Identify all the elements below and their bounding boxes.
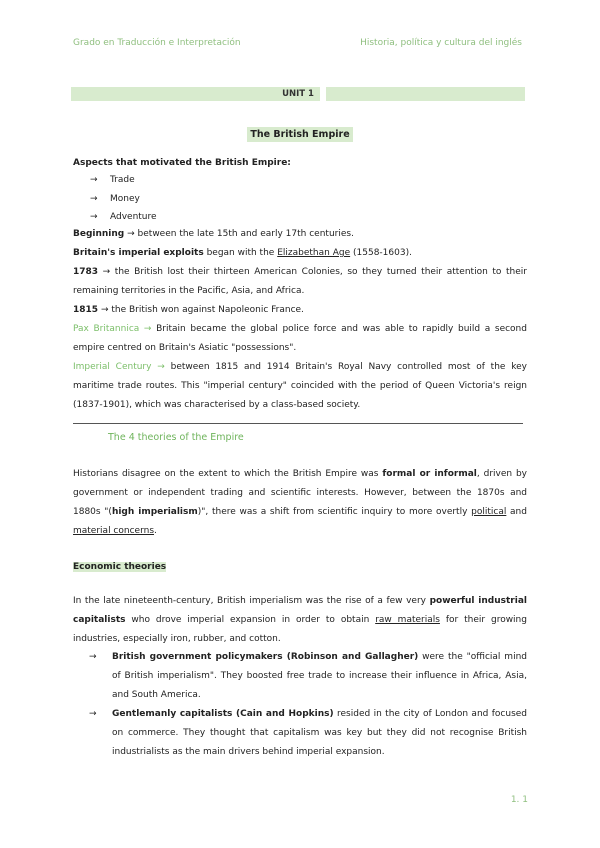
fact-text: between the late 15th and early 17th centuries. bbox=[137, 229, 354, 239]
fact-beginning bbox=[73, 225, 527, 244]
fact-label: Pax Britannica bbox=[73, 324, 140, 334]
economic-heading: Economic theories bbox=[73, 562, 167, 572]
underlined-text: raw materials bbox=[375, 615, 440, 625]
fact-years: (1558-1603). bbox=[353, 248, 412, 258]
fact-pax bbox=[73, 320, 527, 358]
fact-text: Britain became the global police force and was able to rapidly build a second empire centred on Britain's Asiatic "possessions". bbox=[73, 324, 527, 353]
arrow-icon: → bbox=[90, 175, 98, 185]
aspect-money: Money bbox=[110, 193, 140, 204]
aspect-trade: Trade bbox=[110, 175, 135, 185]
text: )", there was a shift from scientific inquiry to more overtly bbox=[197, 507, 468, 517]
economic-heading-wrap bbox=[73, 558, 527, 577]
bold-text: high imperialism bbox=[111, 507, 198, 517]
bold-text: British government policymakers (Robinson and Gallagher) bbox=[112, 652, 419, 662]
header-right: Historia, política y cultura del inglés bbox=[360, 38, 522, 48]
arrow-icon: → bbox=[89, 709, 97, 719]
fact-label: 1783 bbox=[73, 267, 99, 277]
text: resided in the city of London and focused on commerce. They thought that capitalism was key but they did not recognise British industrialists as the main drivers behind imperial expansion. bbox=[112, 709, 528, 757]
fact-label: 1815 bbox=[73, 305, 99, 315]
economic-bullet-2 bbox=[112, 705, 527, 762]
fact-imperial bbox=[73, 358, 527, 415]
theories-paragraph bbox=[73, 465, 527, 541]
bold-text: formal or informal bbox=[382, 469, 477, 479]
underlined-text: material concerns bbox=[73, 526, 155, 536]
list-item bbox=[90, 190, 157, 209]
text: Historians disagree on the extent to which the British Empire was bbox=[73, 469, 379, 479]
arrow-icon: → bbox=[157, 362, 165, 372]
facts-section bbox=[73, 225, 527, 415]
fact-text: the British won against Napoleonic France. bbox=[111, 305, 304, 315]
underlined-text: political bbox=[471, 507, 507, 517]
text: for their growing industries, especially iron, rubber, and cotton. bbox=[73, 615, 527, 644]
arrow-icon: → bbox=[90, 212, 98, 222]
text: who drove imperial expansion in order to obtain bbox=[131, 615, 370, 625]
economic-paragraph bbox=[73, 592, 527, 649]
fact-1783 bbox=[73, 263, 527, 301]
bold-text: powerful industrial capitalists bbox=[73, 596, 527, 625]
text: , driven by government or independent trading and scientific interests. However, between the 1870s and 1880s "( bbox=[73, 469, 527, 517]
theories-heading: The 4 theories of the Empire bbox=[108, 432, 244, 443]
arrow-icon: → bbox=[143, 324, 152, 334]
fact-label: Britain's imperial exploits bbox=[73, 248, 204, 258]
fact-label: Beginning bbox=[73, 229, 125, 239]
section-divider bbox=[73, 423, 523, 424]
unit-label: UNIT 1 bbox=[282, 89, 314, 99]
arrow-icon: → bbox=[90, 193, 98, 204]
list-item bbox=[90, 171, 157, 190]
bold-text: Gentlemanly capitalists (Cain and Hopkins) bbox=[112, 709, 334, 719]
fact-underlined: Elizabethan Age bbox=[277, 248, 351, 258]
text: and bbox=[510, 507, 527, 517]
page-number: 1. 1 bbox=[510, 795, 528, 805]
text: . bbox=[154, 526, 157, 536]
aspects-heading: Aspects that motivated the British Empire: bbox=[73, 158, 291, 168]
header-left: Grado en Traducción e Interpretación bbox=[73, 38, 241, 48]
fact-1815 bbox=[73, 301, 527, 320]
text: In the late nineteenth-century, British imperialism was the rise of a few very bbox=[73, 596, 426, 606]
fact-exploits bbox=[73, 244, 527, 263]
fact-text: began with the bbox=[206, 248, 275, 258]
text: were the "official mind of British imperialism". They boosted free trade to increase their influence in Africa, Asia, and South America. bbox=[112, 652, 527, 700]
page-title: The British Empire bbox=[247, 127, 352, 142]
aspects-list bbox=[90, 171, 157, 227]
arrow-icon: → bbox=[100, 305, 109, 315]
title-wrap bbox=[0, 122, 600, 142]
arrow-icon: → bbox=[102, 267, 111, 277]
unit-label-bar bbox=[71, 87, 525, 101]
fact-text: the British lost their thirteen American Colonies, so they turned their attention to their remaining territories in the Pacific, Asia, and Africa. bbox=[73, 267, 527, 296]
fact-text: between 1815 and 1914 Britain's Royal Navy controlled most of the key maritime trade routes. This "imperial century" coincided with the period of Queen Victoria's reign (1837-1901), which was characterised by a class-based society. bbox=[73, 362, 527, 410]
arrow-icon: → bbox=[127, 229, 135, 239]
arrow-icon: → bbox=[89, 652, 97, 662]
aspect-adventure: Adventure bbox=[110, 212, 157, 222]
list-item bbox=[90, 208, 157, 227]
unit-bar-gap bbox=[320, 87, 326, 101]
fact-label: Imperial Century bbox=[73, 362, 152, 372]
economic-bullet-1 bbox=[112, 648, 527, 705]
